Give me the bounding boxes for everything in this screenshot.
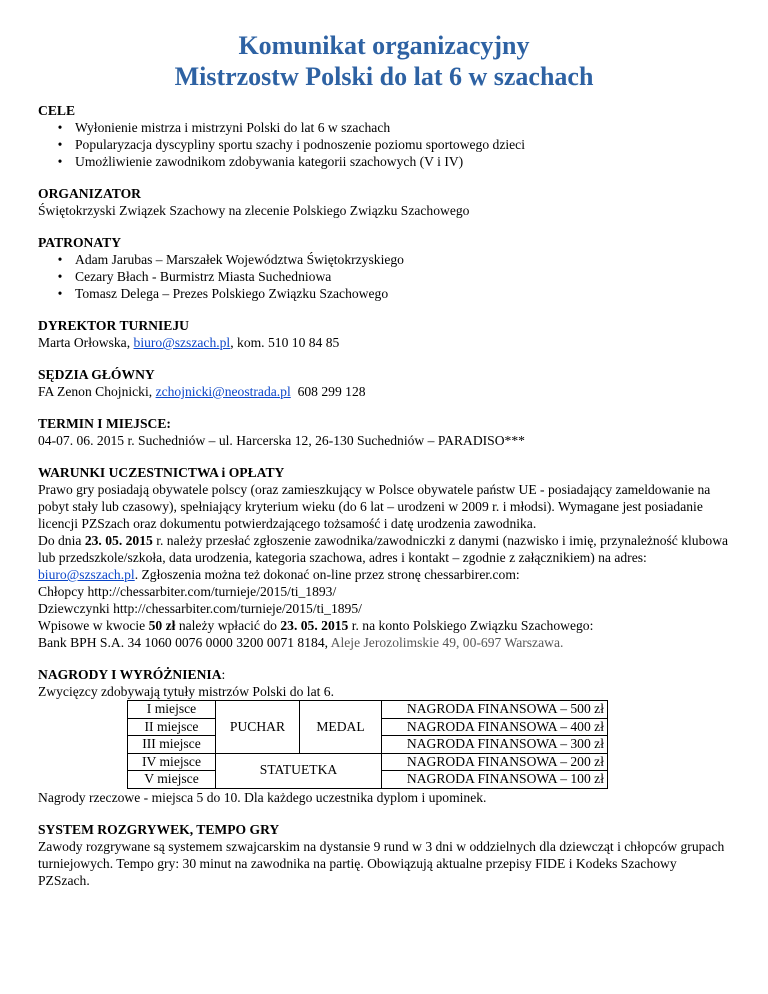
money-cell: NAGRODA FINANSOWA – 300 zł bbox=[382, 736, 608, 754]
boys-link-line: Chłopcy http://chessarbiter.com/turnieje/2015/ti_1893/ bbox=[38, 584, 337, 599]
section-sedzia bbox=[38, 366, 730, 400]
list-item: • Umożliwienie zawodnikom zdobywania kategorii szachowych (V i IV) bbox=[75, 153, 730, 170]
section-nagrody bbox=[38, 666, 730, 806]
section-heading: TERMIN I MIEJSCE: bbox=[38, 416, 171, 431]
section-heading: WARUNKI UCZESTNICTWA i OPŁATY bbox=[38, 465, 285, 480]
section-heading: ORGANIZATOR bbox=[38, 186, 141, 201]
termin-text: 04-07. 06. 2015 r. Suchedniów – ul. Harcerska 12, 26-130 Suchedniów – PARADISO*** bbox=[38, 433, 525, 448]
dyrektor-contact: Marta Orłowska, biuro@szszach.pl, kom. 510 10 84 85 bbox=[38, 335, 340, 350]
patronaty-list bbox=[38, 251, 730, 302]
dyrektor-email-link[interactable]: biuro@szszach.pl bbox=[133, 335, 231, 350]
list-item: • Adam Jarubas – Marszałek Województwa Świętokrzyskiego bbox=[75, 251, 730, 268]
section-termin bbox=[38, 415, 730, 449]
money-cell: NAGRODA FINANSOWA – 500 zł bbox=[382, 701, 608, 719]
bullet-icon: • bbox=[57, 286, 63, 301]
table-row bbox=[128, 753, 608, 771]
section-heading: PATRONATY bbox=[38, 235, 122, 250]
puchar-cell: PUCHAR bbox=[216, 701, 300, 754]
document-title bbox=[38, 30, 730, 92]
section-heading: DYREKTOR TURNIEJU bbox=[38, 318, 189, 333]
section-cele bbox=[38, 102, 730, 170]
section-heading: NAGRODY I WYRÓŻNIENIA bbox=[38, 667, 222, 682]
table-row bbox=[128, 701, 608, 719]
warunki-email-link[interactable]: biuro@szszach.pl bbox=[38, 567, 135, 582]
section-organizator bbox=[38, 185, 730, 219]
girls-link-line: Dziewczynki http://chessarbiter.com/turnieje/2015/ti_1895/ bbox=[38, 601, 362, 616]
title-line-2: Mistrzostw Polski do lat 6 w szachach bbox=[174, 62, 594, 91]
bank-line: Bank BPH S.A. 34 1060 0076 0000 3200 0071 8184, Aleje Jerozolimskie 49, 00-697 Warszawa. bbox=[38, 635, 564, 650]
list-item: • Tomasz Delega – Prezes Polskiego Związku Szachowego bbox=[75, 285, 730, 302]
medal-cell: MEDAL bbox=[300, 701, 382, 754]
section-heading: SYSTEM ROZGRYWEK, TEMPO GRY bbox=[38, 821, 280, 837]
section-heading: CELE bbox=[38, 103, 76, 118]
sedzia-contact: FA Zenon Chojnicki, zchojnicki@neostrada.pl 608 299 128 bbox=[38, 384, 366, 399]
system-text: Zawody rozgrywane są systemem szwajcarskim na dystansie 9 rund w 3 dni w oddzielnych dla dziewcząt i chłopców grupach turniejowych. Tempo gry: 30 minut na zawodnika na partię. Obowiązują aktualne przepisy FIDE i Kodeks Szachowy PZSzach. bbox=[38, 838, 725, 888]
statuetka-cell: STATUETKA bbox=[216, 753, 382, 788]
bullet-icon: • bbox=[57, 252, 63, 267]
money-cell: NAGRODA FINANSOWA – 400 zł bbox=[382, 718, 608, 736]
bullet-icon: • bbox=[57, 269, 63, 284]
nagrody-intro: Zwycięzcy zdobywają tytuły mistrzów Polski do lat 6. bbox=[38, 684, 334, 699]
bullet-icon: • bbox=[57, 137, 63, 152]
cele-list bbox=[38, 119, 730, 170]
fee-line: Wpisowe w kwocie 50 zł należy wpłacić do 23. 05. 2015 r. na konto Polskiego Związku Szachowego: bbox=[38, 618, 594, 633]
section-system bbox=[38, 821, 730, 889]
title-line-1: Komunikat organizacyjny bbox=[238, 31, 530, 60]
section-dyrektor bbox=[38, 317, 730, 351]
sedzia-email-link[interactable]: zchojnicki@neostrada.pl bbox=[155, 384, 291, 399]
prizes-table bbox=[127, 700, 608, 789]
place-cell: IV miejsce bbox=[128, 753, 216, 771]
warunki-paragraph-1: Prawo gry posiadają obywatele polscy (oraz zamieszkujący w Polsce obywatele państw UE - posiadający zameldowanie na pobyt stały lub czasowy), spełniający kryterium wieku (do 6 lat – urodzeni w 2009 r. i młodsi). Wymagane jest posiadanie licencji PZSzach oraz dokumentu potwierdzającego tożsamość i datę urodzenia zawodnika. bbox=[38, 482, 711, 531]
bullet-icon: • bbox=[57, 120, 63, 135]
place-cell: II miejsce bbox=[128, 718, 216, 736]
money-cell: NAGRODA FINANSOWA – 100 zł bbox=[382, 771, 608, 789]
place-cell: V miejsce bbox=[128, 771, 216, 789]
place-cell: III miejsce bbox=[128, 736, 216, 754]
organizator-text: Świętokrzyski Związek Szachowy na zlecenie Polskiego Związku Szachowego bbox=[38, 203, 470, 218]
list-item: • Cezary Błach - Burmistrz Miasta Suchedniowa bbox=[75, 268, 730, 285]
bullet-icon: • bbox=[57, 154, 63, 169]
place-cell: I miejsce bbox=[128, 701, 216, 719]
section-heading: SĘDZIA GŁÓWNY bbox=[38, 367, 155, 382]
list-item: • Wyłonienie mistrza i mistrzyni Polski do lat 6 w szachach bbox=[75, 119, 730, 136]
warunki-paragraph-2: Do dnia 23. 05. 2015 r. należy przesłać zgłoszenie zawodnika/zawodniczki z danymi (nazwisko i imię, przynależność klubowa lub przedszkole/szkoła, data urodzenia, kategoria szachowa, adres i kontakt – zgodnie z załącznikiem) na adres: biuro@szszach.pl. Zgłoszenia można też dokonać on-line przez stronę chessarbirer.com: bbox=[38, 533, 729, 582]
section-warunki bbox=[38, 464, 730, 651]
money-cell: NAGRODA FINANSOWA – 200 zł bbox=[382, 753, 608, 771]
list-item: • Popularyzacja dyscypliny sportu szachy i podnoszenie poziomu sportowego dzieci bbox=[75, 136, 730, 153]
nagrody-heading-line: NAGRODY I WYRÓŻNIENIA: bbox=[38, 667, 226, 682]
section-patronaty bbox=[38, 234, 730, 302]
nagrody-footer: Nagrody rzeczowe - miejsca 5 do 10. Dla każdego uczestnika dyplom i upominek. bbox=[38, 789, 487, 805]
